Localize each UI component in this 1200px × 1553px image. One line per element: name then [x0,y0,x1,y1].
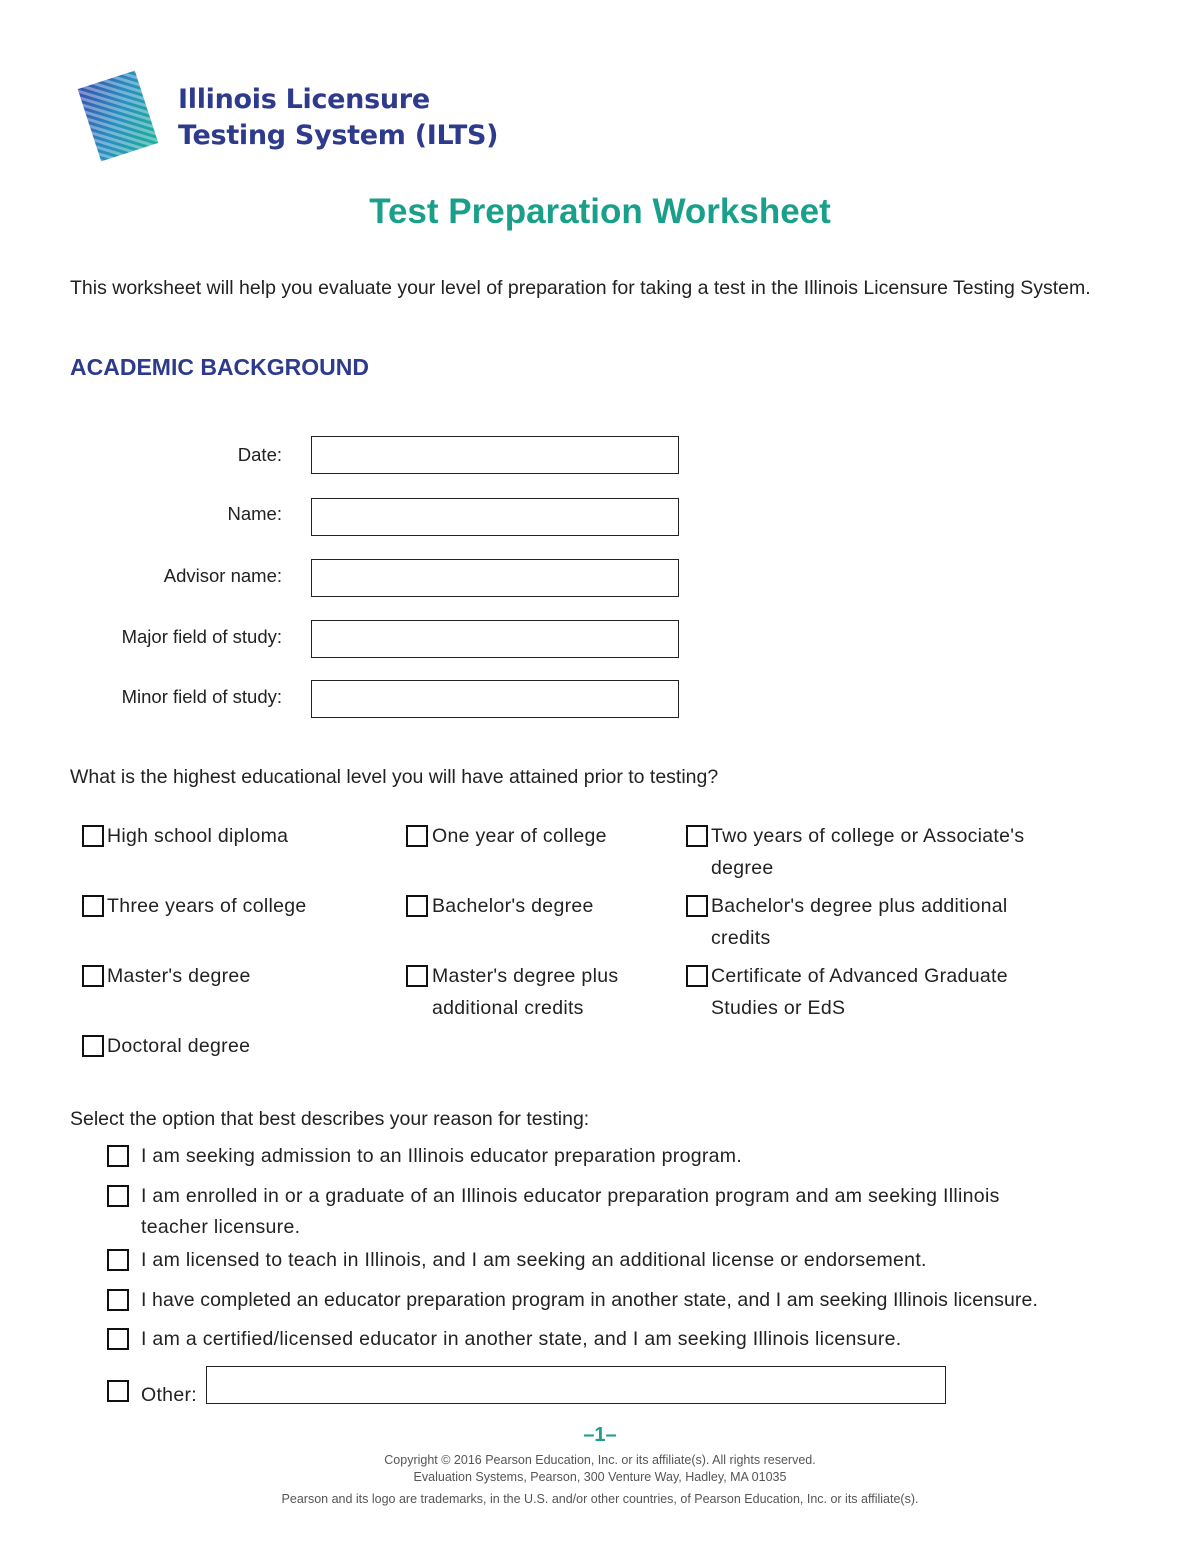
footer-copyright: Copyright © 2016 Pearson Education, Inc. or its affiliate(s). All rights reserved. [384,1453,816,1467]
checkbox-two-years-college[interactable] [686,825,708,847]
logo-title-line2: Testing System (ILTS) [178,120,499,151]
section-heading-academic-background: ACADEMIC BACKGROUND [70,354,369,380]
date-label: Date: [237,444,282,465]
checkbox-reason-certified-other-state[interactable] [107,1328,129,1350]
reason-enrolled-label: I am enrolled in or a graduate of an Illinois educator preparation program and am seeking Illinois teacher licensure. [141,1185,1000,1238]
minor-field-label: Minor field of study: [121,686,282,707]
page-number: –1– [583,1424,617,1446]
ilts-logo-mark [76,70,160,162]
checkbox-reason-other[interactable] [107,1380,129,1402]
checkbox-bachelors[interactable] [406,895,428,917]
checkbox-bachelors-plus[interactable] [686,895,708,917]
option-one-year-college-label: One year of college [432,825,607,847]
checkbox-high-school[interactable] [82,825,104,847]
reason-certified-other-state-label: I am a certified/licensed educator in another state, and I am seeking Illinois licensure. [141,1328,902,1350]
intro-text: This worksheet will help you evaluate your level of preparation for taking a test in the Illinois Licensure Testing System. [70,277,1091,299]
checkbox-reason-licensed[interactable] [107,1249,129,1271]
advisor-name-field[interactable] [311,559,679,597]
checkbox-reason-admission[interactable] [107,1145,129,1167]
major-field-label: Major field of study: [121,626,282,647]
checkbox-one-year-college[interactable] [406,825,428,847]
other-reason-field[interactable] [206,1366,946,1404]
reason-admission-label: I am seeking admission to an Illinois educator preparation program. [141,1145,743,1167]
reason-completed-other-state-label: I have completed an educator preparation program in another state, and I am seeking Illinois licensure. [141,1289,1038,1311]
logo-title-line1: Illinois Licensure [178,84,430,115]
checkbox-masters[interactable] [82,965,104,987]
checkbox-reason-enrolled[interactable] [107,1185,129,1207]
checkbox-doctoral[interactable] [82,1035,104,1057]
option-three-years-college-label: Three years of college [107,895,307,917]
option-masters-plus-label: Master's degree plus additional credits [432,965,619,1019]
reason-licensed-label: I am licensed to teach in Illinois, and I am seeking an additional license or endorsement. [141,1249,927,1271]
option-two-years-college-label: Two years of college or Associate's degree [711,825,1025,879]
option-bachelors-plus-label: Bachelor's degree plus additional credits [711,895,1008,949]
option-high-school-label: High school diploma [107,825,289,847]
option-certificate-advanced-label: Certificate of Advanced Graduate Studies or EdS [711,965,1008,1019]
date-field[interactable] [311,436,679,474]
footer-address: Evaluation Systems, Pearson, 300 Venture Way, Hadley, MA 01035 [413,1470,787,1484]
education-question: What is the highest educational level you will have attained prior to testing? [70,766,719,788]
name-field[interactable] [311,498,679,536]
name-label: Name: [227,503,282,524]
option-bachelors-label: Bachelor's degree [432,895,594,917]
minor-field-field[interactable] [311,680,679,718]
footer-trademark: Pearson and its logo are trademarks, in the U.S. and/or other countries, of Pearson Education, Inc. or its affiliate(s). [281,1492,919,1506]
reason-question: Select the option that best describes your reason for testing: [70,1108,590,1130]
option-masters-label: Master's degree [107,965,251,987]
checkbox-certificate-advanced[interactable] [686,965,708,987]
major-field-field[interactable] [311,620,679,658]
page-title: Test Preparation Worksheet [369,192,831,231]
checkbox-reason-completed-other-state[interactable] [107,1289,129,1311]
option-doctoral-label: Doctoral degree [107,1035,251,1057]
checkbox-three-years-college[interactable] [82,895,104,917]
reason-other-label: Other: [141,1384,197,1406]
checkbox-masters-plus[interactable] [406,965,428,987]
advisor-name-label: Advisor name: [163,565,282,586]
